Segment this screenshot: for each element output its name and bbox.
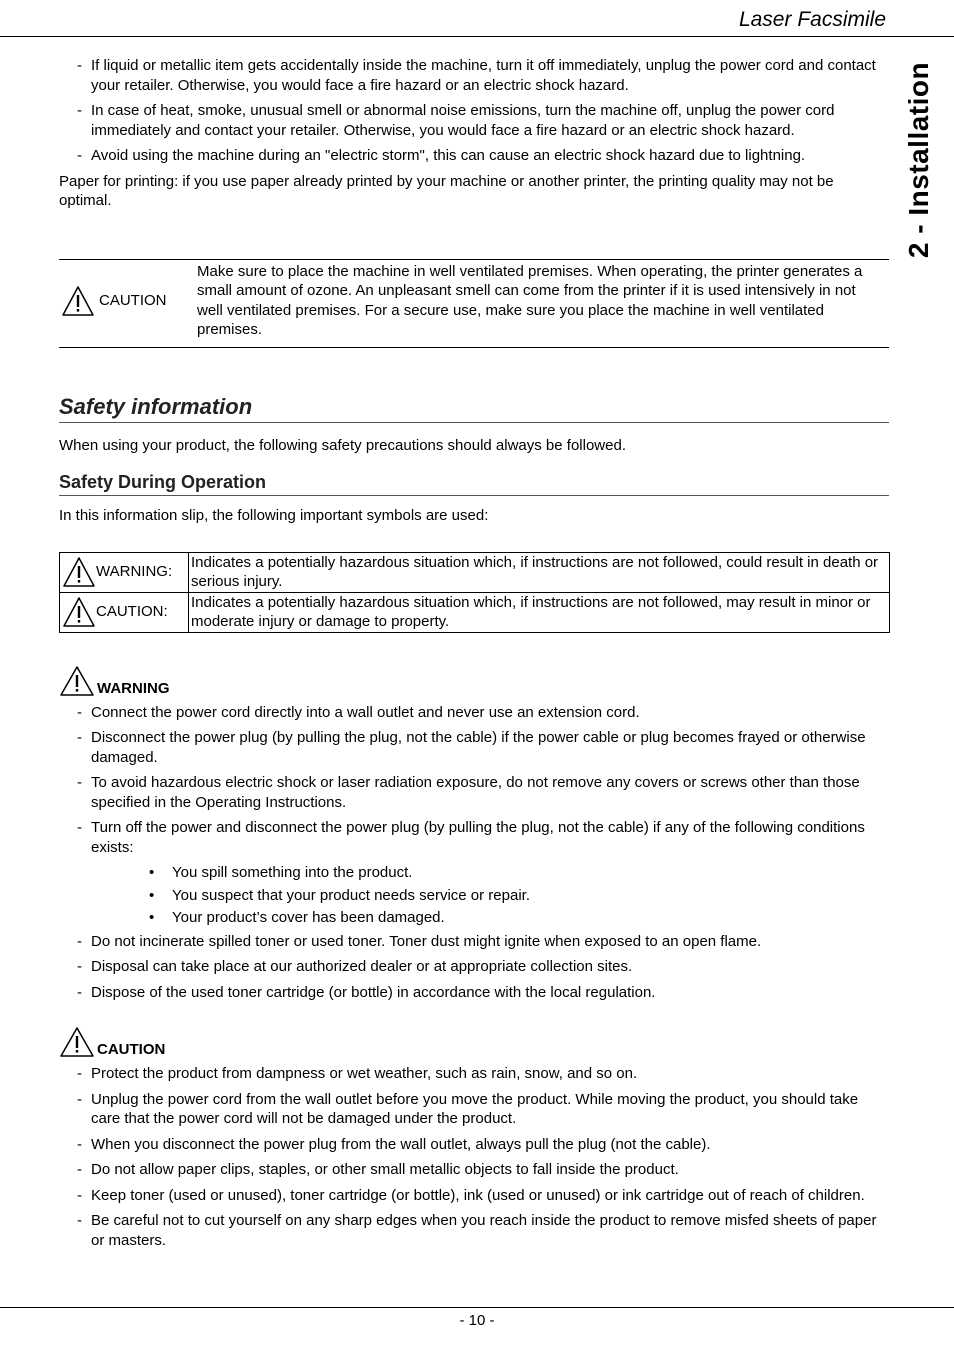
list-item: - Disposal can take place at our authorized dealer or at appropriate collection sites. xyxy=(59,957,889,977)
safety-heading: Safety information xyxy=(59,394,889,423)
list-item: - Avoid using the machine during an "electric storm", this can cause an electric shock hazard due to lightning. xyxy=(59,146,889,166)
list-item: - Unplug the power cord from the wall outlet before you move the product. While moving the product, you should take care that the power cord will not be damaged under the product. xyxy=(59,1090,889,1129)
caution-label: CAUTION xyxy=(97,1041,166,1058)
intro-list xyxy=(59,56,889,166)
table-row xyxy=(60,552,890,592)
symbol-description: Indicates a potentially hazardous situation which, if instructions are not followed, could result in death or serious injury. xyxy=(189,552,890,592)
header-rule xyxy=(0,36,954,37)
page-content xyxy=(59,56,889,1256)
list-item: - Protect the product from dampness or wet weather, such as rain, snow, and so on. xyxy=(59,1064,889,1084)
header-title: Laser Facsimile xyxy=(738,8,886,31)
symbol-label: CAUTION: xyxy=(96,602,168,620)
list-item: - Disconnect the power plug (by pulling the plug, not the cable) if the power cable or plug becomes frayed or otherwise damaged. xyxy=(59,728,889,767)
list-item: - In case of heat, smoke, unusual smell or abnormal noise emissions, turn the machine off, unplug the power cord immediately and contact your retailer. Otherwise, you would face a fire hazard or an electric shock hazard. xyxy=(59,101,889,140)
warning-list xyxy=(59,703,889,858)
list-item: - Connect the power cord directly into a wall outlet and never use an extension cord. xyxy=(59,703,889,723)
warning-triangle-icon xyxy=(62,596,96,628)
paper-note: Paper for printing: if you use paper already printed by your machine or another printer, the printing quality may not be optimal. xyxy=(59,172,834,209)
caution-box-label-cell xyxy=(59,262,197,340)
warning-list-continued xyxy=(59,932,889,1003)
symbol-cell xyxy=(60,592,189,632)
symbol-cell xyxy=(60,552,189,592)
safety-intro: When using your product, the following safety precautions should always be followed. xyxy=(59,436,626,454)
warning-triangle-icon xyxy=(59,1026,95,1058)
safety-subheading: Safety During Operation xyxy=(59,472,889,496)
warning-label: WARNING xyxy=(97,679,170,697)
list-item: - Turn off the power and disconnect the power plug (by pulling the plug, not the cable) if any of the following conditions exists: xyxy=(59,818,889,857)
chapter-side-tab xyxy=(897,60,941,260)
list-item: • You spill something into the product. xyxy=(59,863,889,883)
warning-heading xyxy=(59,665,889,697)
caution-list xyxy=(59,1064,889,1250)
caution-box-text: Make sure to place the machine in well ventilated premises. When operating, the printer generates a small amount of ozone. An unpleasant smell can come from the printer if it is used intensively in not well ventilated premises. For a secure use, make sure you place the machine in well ventilated premises. xyxy=(197,262,863,338)
list-item: • You suspect that your product needs service or repair. xyxy=(59,886,889,906)
symbol-description: Indicates a potentially hazardous situation which, if instructions are not followed, may result in minor or moderate injury or damage to property. xyxy=(189,592,890,632)
symbol-label: WARNING: xyxy=(96,562,173,580)
list-item: - When you disconnect the power plug from the wall outlet, always pull the plug (not the cable). xyxy=(59,1135,889,1155)
list-item: - Be careful not to cut yourself on any sharp edges when you reach inside the product to remove misfed sheets of paper or masters. xyxy=(59,1211,889,1250)
caution-heading xyxy=(59,1026,889,1058)
conditions-list xyxy=(59,863,889,928)
warning-triangle-icon xyxy=(61,285,95,317)
symbols-intro: In this information slip, the following important symbols are used: xyxy=(59,507,489,524)
list-item: - Do not incinerate spilled toner or used toner. Toner dust might ignite when exposed to an open flame. xyxy=(59,932,889,952)
list-item: - If liquid or metallic item gets accidentally inside the machine, turn it off immediately, unplug the power cord and contact your retailer. Otherwise, you would face a fire hazard or an electric shock hazard. xyxy=(59,56,889,95)
warning-triangle-icon xyxy=(59,665,95,697)
list-item: • Your product’s cover has been damaged. xyxy=(59,908,889,928)
list-item: - Keep toner (used or unused), toner cartridge (or bottle), ink (used or unused) or ink cartridge out of reach of children. xyxy=(59,1186,889,1206)
list-item: - Do not allow paper clips, staples, or other small metallic objects to fall inside the product. xyxy=(59,1160,889,1180)
list-item: - To avoid hazardous electric shock or laser radiation exposure, do not remove any covers or screws other than those specified in the Operating Instructions. xyxy=(59,773,889,812)
symbols-table xyxy=(59,552,890,633)
table-row xyxy=(60,592,890,632)
caution-box-label: CAUTION xyxy=(99,292,167,309)
caution-box xyxy=(59,259,889,348)
warning-triangle-icon xyxy=(62,556,96,588)
list-item: - Dispose of the used toner cartridge (or bottle) in accordance with the local regulation. xyxy=(59,983,889,1003)
footer-rule xyxy=(0,1307,954,1308)
page-number: - 10 - xyxy=(459,1312,495,1329)
chapter-side-tab-label: 2 - Installation xyxy=(903,61,934,259)
